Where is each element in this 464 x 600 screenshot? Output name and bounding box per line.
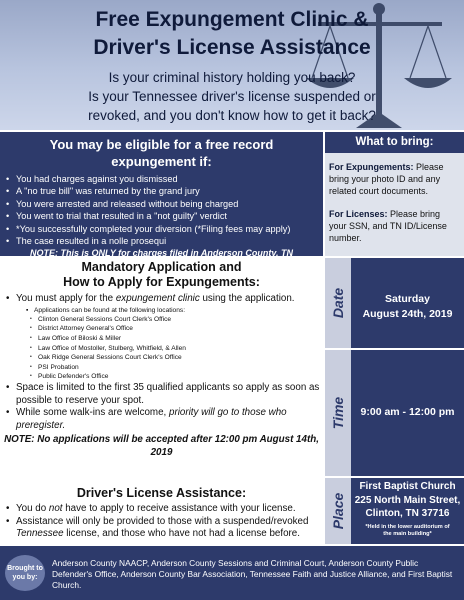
dl-item1-text-end: have to apply to receive assistance with your license. (62, 503, 296, 514)
dl-item1-emphasis: not (48, 503, 63, 514)
subtitle-line3: revoked, and you don't know how to get it back? (88, 108, 376, 123)
location-item: • District Attorney General's Office (30, 324, 323, 334)
list-item: • A "no true bill" was returned by the grand jury (6, 185, 323, 197)
list-item (6, 516, 323, 541)
location-item: • Law Office of Mostoller, Stulberg, Whitfield, & Allen (30, 344, 323, 354)
date-full: August 24th, 2019 (362, 308, 453, 320)
drivers-license-section (0, 484, 323, 544)
place-footnote: *Held in the lower auditorium of the main building* (365, 523, 450, 537)
page-title-line2: Driver's License Assistance (93, 36, 371, 59)
brought-by-badge: Brought to you by: (5, 555, 45, 591)
application-deadline-note: NOTE: No applications will be accepted after 12:00 pm August 14th, 2019 (4, 434, 319, 458)
list-item: • You went to trial that resulted in a "not guilty" verdict (6, 210, 323, 222)
place-label: Place (330, 492, 346, 530)
date-day: Saturday (385, 293, 430, 305)
bring-licenses-label: For Licenses: (329, 208, 388, 219)
bring-expungements (329, 161, 460, 198)
drivers-license-list (0, 501, 323, 541)
application-title (0, 258, 323, 290)
date-value (351, 292, 464, 322)
list-item (6, 503, 323, 516)
eligibility-title-line1: You may be eligible for a free record (49, 137, 274, 152)
app-item1-text-end: using the application. (199, 293, 295, 304)
bring-expungements-text: Please bring your photo ID and any related court documents. (329, 162, 444, 197)
place-city: Clinton, TN 37716 (365, 508, 450, 519)
eligibility-list (0, 170, 323, 247)
place-venue: First Baptist Church (359, 481, 456, 492)
subtitle-line1: Is your criminal history holding you back? (108, 70, 356, 85)
place-block (325, 478, 464, 544)
dl-item2-emphasis: Tennessee (16, 528, 64, 540)
app-item3-emphasis: priority will go to those who preregister. (16, 407, 287, 431)
what-to-bring-panel (325, 132, 464, 256)
app-item1-emphasis: expungement clinic (115, 293, 200, 304)
header-banner (0, 0, 464, 130)
application-title-line1: Mandatory Application and (81, 260, 242, 274)
list-item: • Space is limited to the first 35 qualified applicants so apply as soon as possible to reserve your spot. (6, 382, 323, 407)
place-label-tab (325, 478, 351, 544)
app-item3-text: While some walk-ins are welcome, (16, 407, 169, 419)
dl-item2-text-end: license, and those who have not had a license before. (63, 528, 300, 540)
date-label-tab (325, 258, 351, 348)
eligibility-title (0, 132, 323, 170)
locations-list (16, 315, 323, 382)
date-label: Date (330, 287, 346, 319)
app-item1-text: You must apply for the (16, 293, 116, 304)
dl-item2-text: Assistance will only be provided to those with a suspended/revoked (16, 515, 309, 527)
eligibility-title-line2: expungement if: (111, 154, 212, 169)
list-item (6, 407, 323, 432)
list-item: • You had charges against you dismissed (6, 173, 323, 185)
eligibility-note: NOTE: This is ONLY for charges filed in Anderson County, TN (29, 248, 294, 259)
time-block (325, 350, 464, 476)
location-item: • Oak Ridge General Sessions Court Clerk's Office (30, 353, 323, 363)
application-title-line2: How to Apply for Expungements: (63, 275, 260, 289)
place-value (351, 480, 464, 538)
locations-intro: ▪ Applications can be found at the following locations: (26, 306, 323, 315)
location-item: • PSI Probation (30, 363, 323, 373)
page-title-line1: Free Expungement Clinic & (95, 8, 369, 31)
application-list (0, 290, 323, 432)
location-item: • Public Defender's Office (30, 372, 323, 382)
time-label-tab (325, 350, 351, 476)
eligibility-section (0, 132, 323, 259)
footer-sponsors (0, 546, 464, 600)
dl-item1-text: You do (16, 503, 49, 514)
time-value: 9:00 am - 12:00 pm (360, 406, 455, 418)
place-street: 225 North Main Street, (354, 494, 461, 506)
application-section (0, 258, 323, 478)
time-label: Time (330, 396, 346, 430)
subtitle-line2: Is your Tennessee driver's license suspended or (88, 89, 376, 104)
drivers-license-title: Driver's License Assistance: (76, 486, 247, 500)
location-item: • Clinton General Sessions Court Clerk's Office (30, 315, 323, 325)
date-block (325, 258, 464, 348)
bring-licenses-text: Please bring your SSN, and TN ID/License number. (329, 208, 447, 244)
location-item: • Law Office of Biloski & Miller (30, 334, 323, 344)
list-item (6, 293, 323, 382)
list-item: • You were arrested and released without being charged (6, 198, 323, 210)
list-item: • The case resulted in a nolle prosequi (6, 235, 323, 247)
bring-licenses (329, 208, 460, 245)
list-item: • *You successfully completed your diversion (*Filing fees may apply) (6, 223, 323, 235)
what-to-bring-title: What to bring: (325, 132, 464, 153)
bring-expungements-label: For Expungements: (329, 162, 414, 172)
sponsors-text: Anderson County NAACP, Anderson County Sessions and Criminal Court, Anderson County Public Defender's Office, Anderson County Bar Association, Tennessee Faith and Justice Alliance, and First Baptist Church. (52, 558, 453, 590)
